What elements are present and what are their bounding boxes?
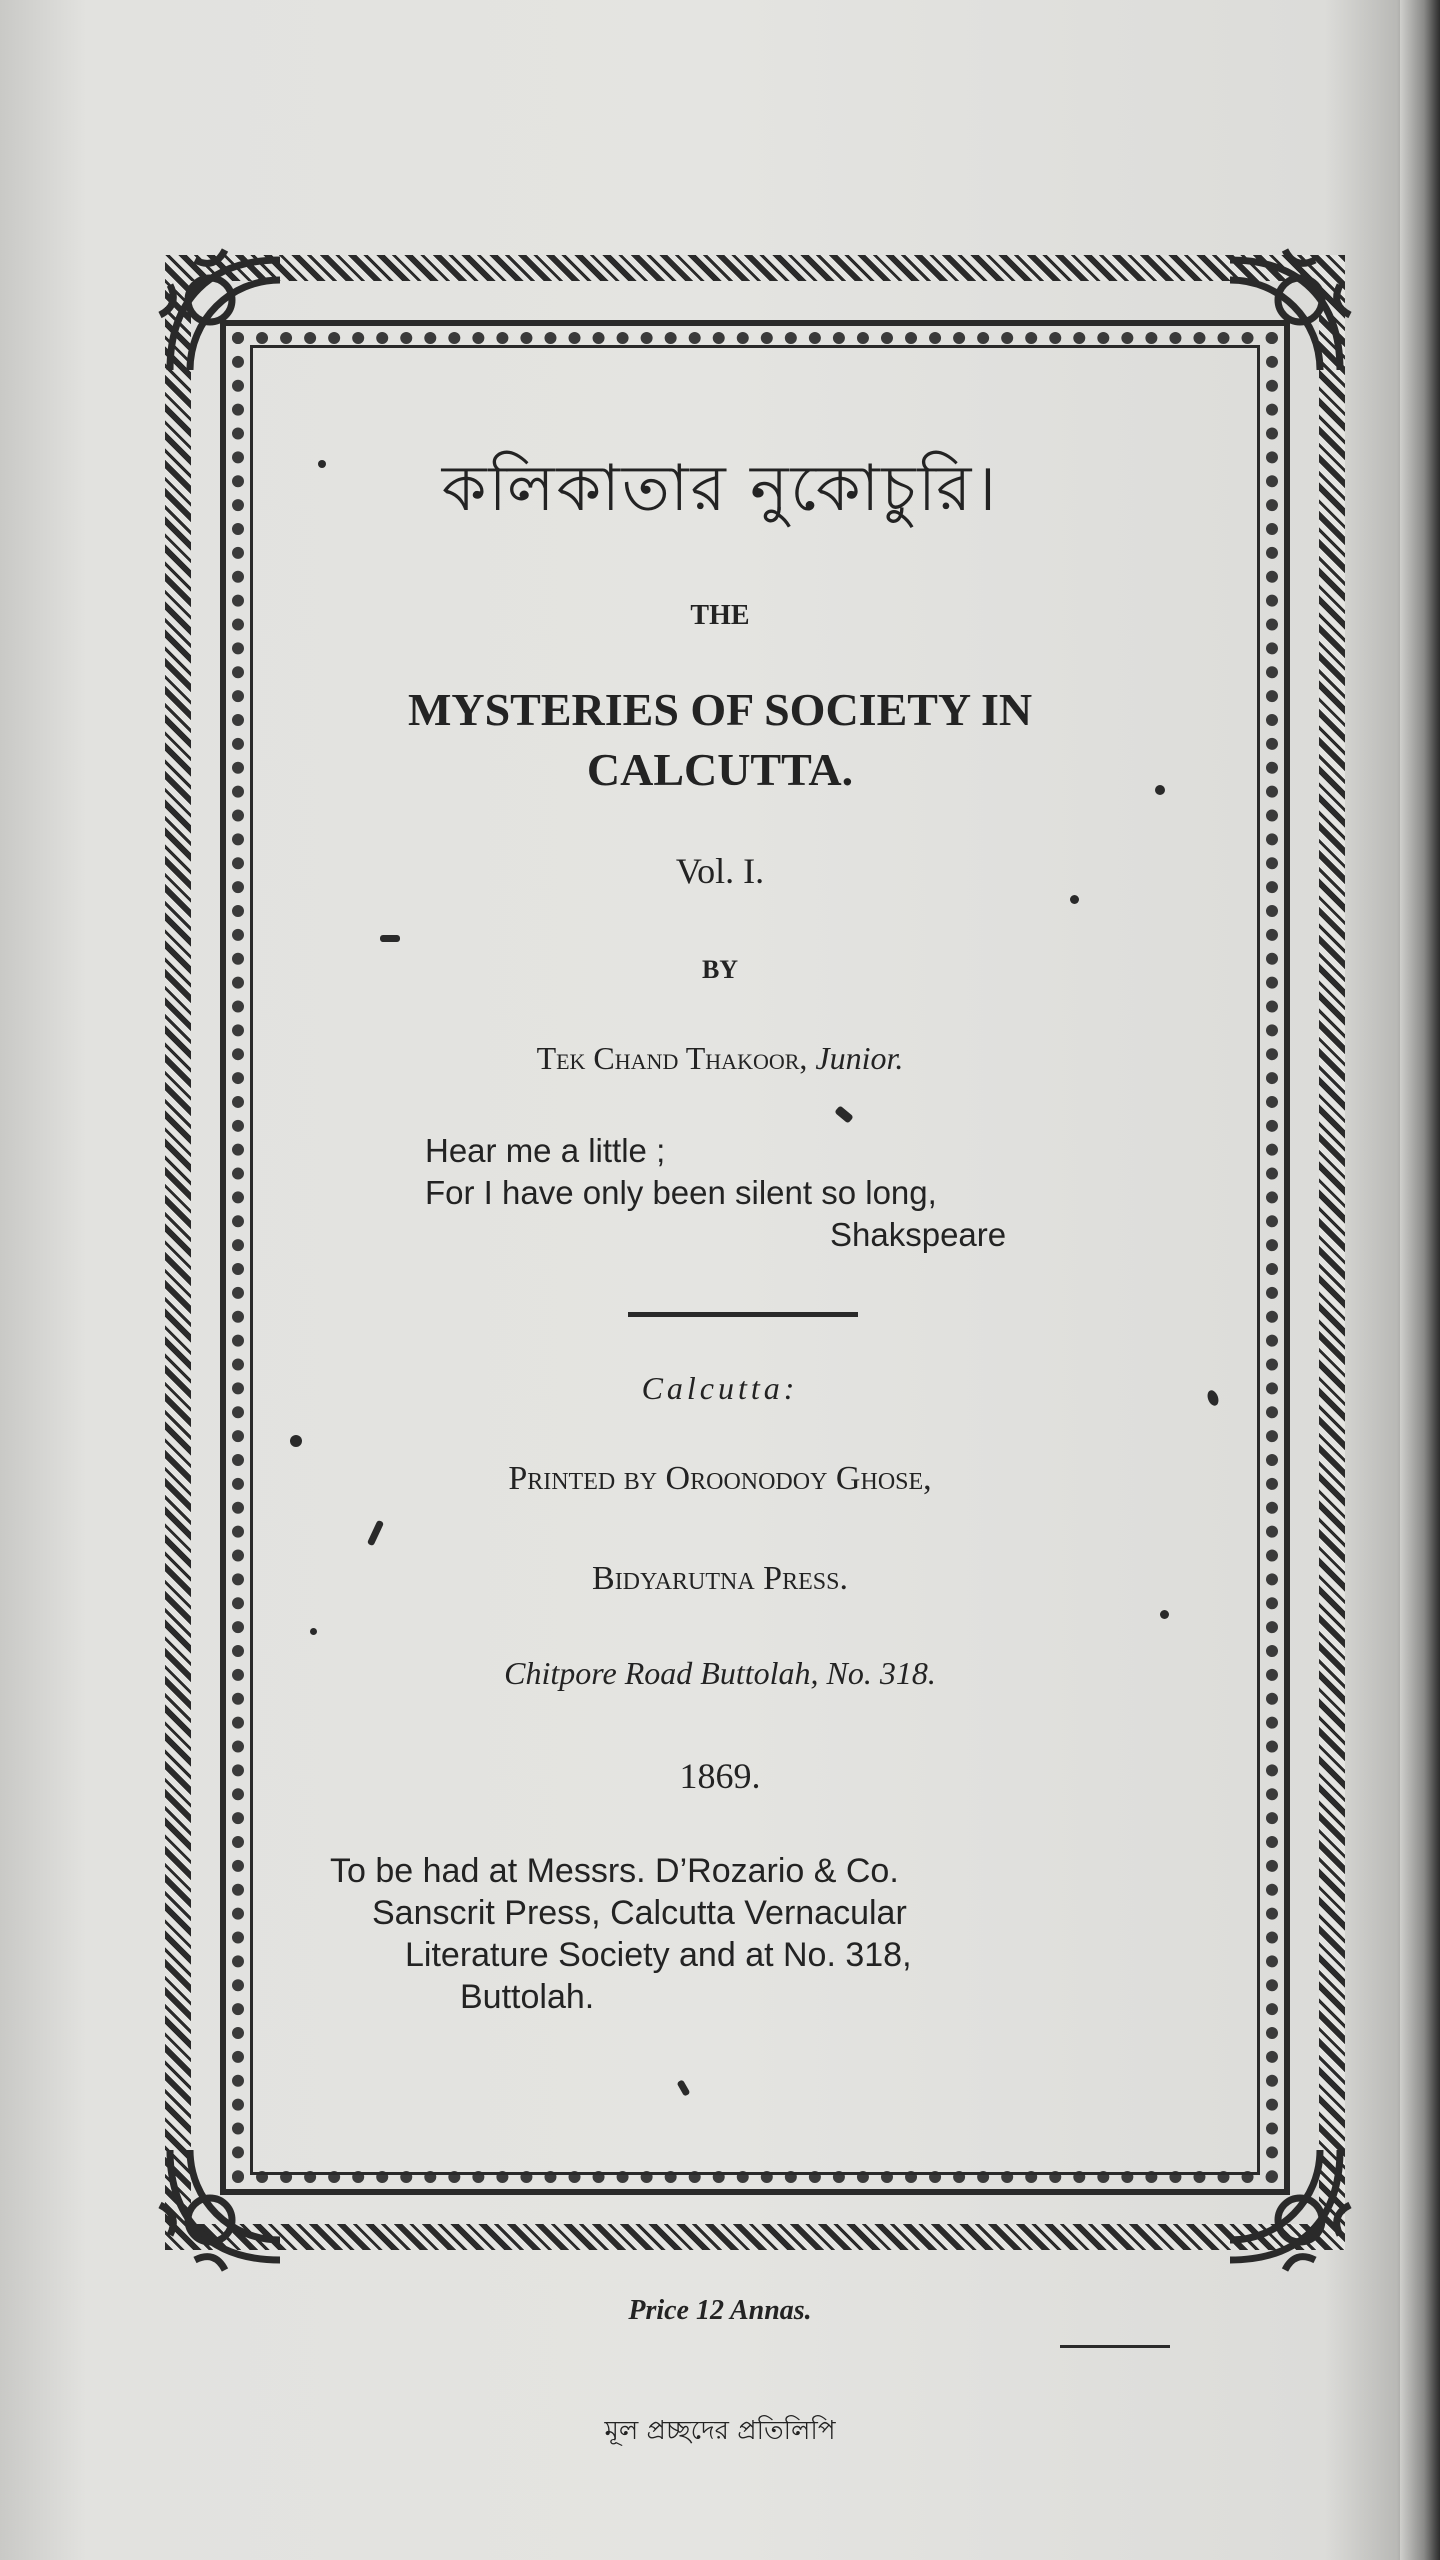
corner-ornament-icon [1210,2130,1360,2280]
volume-label: Vol. I. [675,851,765,891]
book-title-line-2: CALCUTTA. [586,744,854,795]
availability-line-3: Literature Society and at No. 318, [405,1936,912,1974]
epigraph-attribution: Shakspeare [830,1216,1007,1253]
corner-ornament-icon [150,240,300,390]
book-spine-edge [1400,0,1440,2560]
ink-speck [1070,895,1079,904]
price-rule [1060,2345,1170,2348]
author-name [0,1040,1440,1077]
ink-speck [1160,1610,1169,1619]
epigraph [425,1130,1185,1256]
author-name-text: Tek Chand Thakoor, [536,1040,808,1076]
press-name: Bidyarutna Press. [592,1560,848,1597]
by-label: BY [701,955,739,984]
availability-line-2: Sanscrit Press, Calcutta Vernacular [372,1894,907,1932]
availability-note [330,1850,1190,2018]
epigraph-line-1: Hear me a little ; [425,1132,666,1169]
title-article: THE [690,600,750,631]
ink-speck [310,1628,317,1635]
ink-speck [1155,785,1165,795]
bengali-title: কলিকাতার নুকোচুরি। [441,452,999,526]
bengali-caption: মূল প্রচ্ছদের প্রতিলিপি [604,2416,836,2446]
book-title [0,680,1440,800]
ink-speck [290,1435,302,1447]
availability-line-4: Buttolah. [460,1978,595,2016]
price-label: Price 12 Annas. [628,2295,812,2326]
publication-place: Calcutta: [641,1370,799,1406]
printer-line: Printed by Oroonodoy Ghose, [508,1460,932,1497]
publication-year: 1869. [679,1756,761,1796]
author-suffix: Junior. [815,1040,904,1076]
corner-ornament-icon [1210,240,1360,390]
press-address: Chitpore Road Buttolah, No. 318. [504,1655,936,1691]
book-title-line-1: MYSTERIES OF SOCIETY IN [407,684,1033,735]
ink-speck [380,935,400,942]
availability-line-1: To be had at Messrs. D’Rozario & Co. [330,1852,899,1890]
corner-ornament-icon [150,2130,300,2280]
divider-rule [628,1312,858,1317]
ink-speck [318,460,326,468]
epigraph-line-2: For I have only been silent so long, [425,1174,937,1211]
